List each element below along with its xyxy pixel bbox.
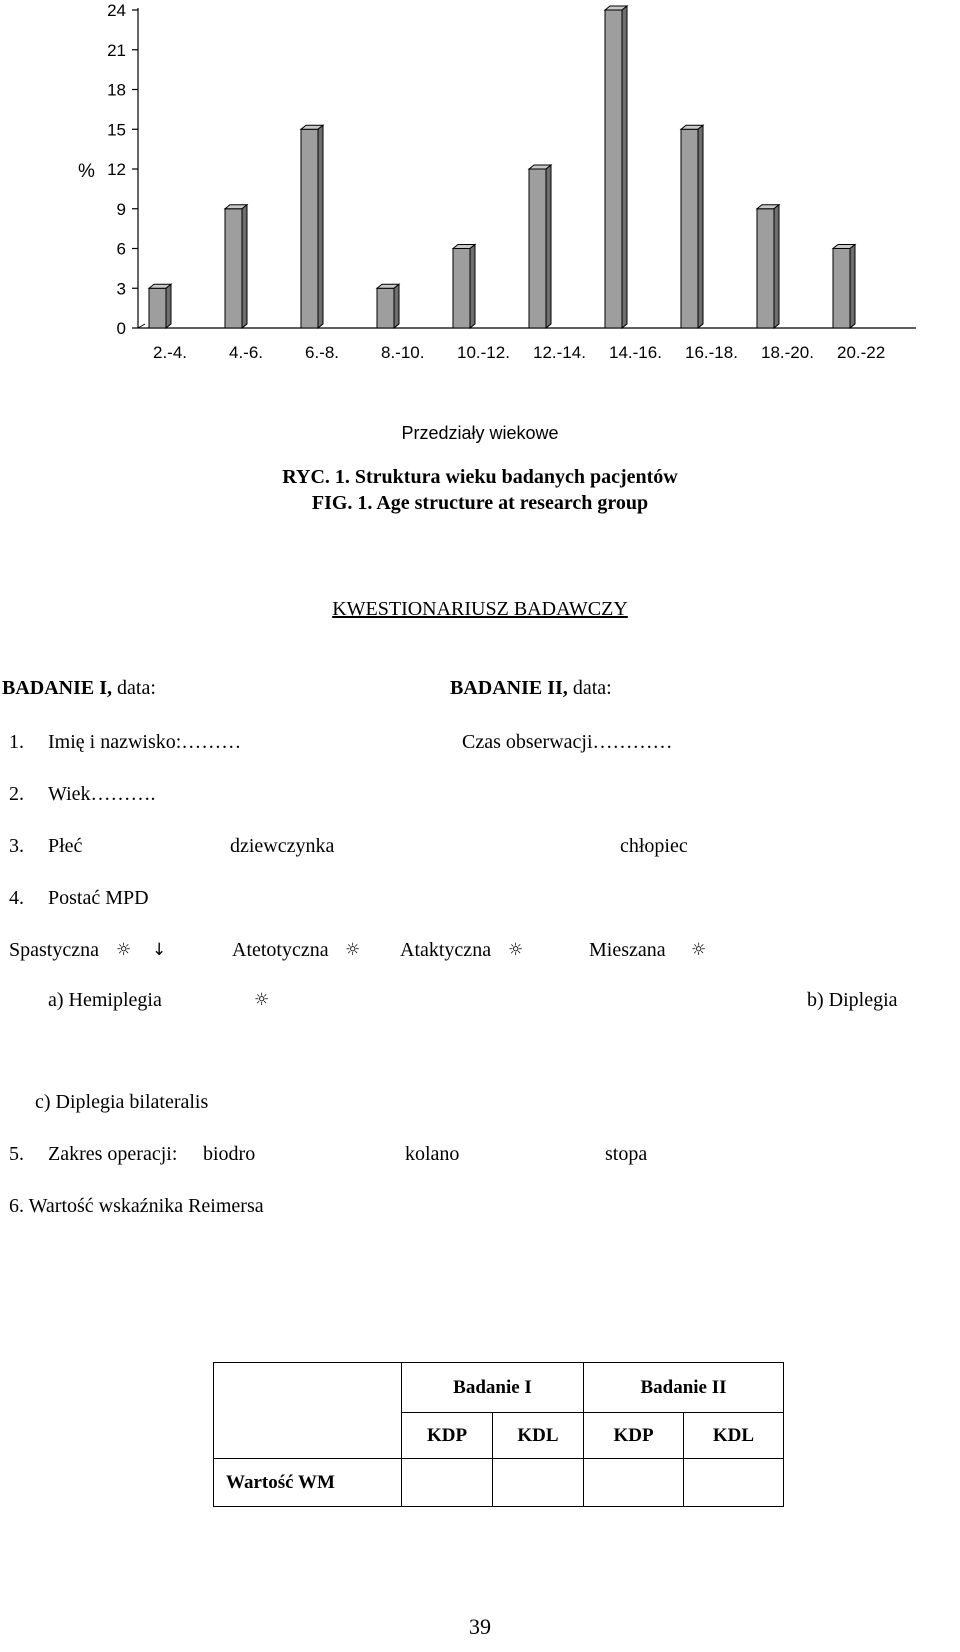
- bar: [149, 288, 166, 328]
- col-kdp-2: KDP: [584, 1413, 684, 1459]
- sun-icon: ☼: [345, 940, 361, 960]
- option-spastic: Spastyczna: [9, 939, 99, 961]
- questionnaire-title: KWESTIONARIUSZ BADAWCZY: [332, 598, 628, 620]
- bar-side-face: [698, 125, 703, 328]
- header-exam-1: Badanie I: [402, 1363, 584, 1413]
- option-ataxic: Ataktyczna: [400, 939, 492, 961]
- exam-1-label: BADANIE I,: [2, 677, 113, 699]
- cell-kdp-1: [402, 1459, 493, 1507]
- option-girl: dziewczynka: [230, 835, 335, 857]
- bar: [757, 209, 774, 328]
- cell-kdp-2: [584, 1459, 684, 1507]
- cell-kdl-2: [684, 1459, 784, 1507]
- row-label-wm: Wartość WM: [214, 1459, 402, 1507]
- exam-2-date: data:: [567, 677, 612, 699]
- x-tick-label: 10.-12.: [457, 343, 510, 362]
- x-axis-title: Przedziały wiekowe: [401, 423, 559, 443]
- bar: [605, 10, 622, 328]
- option-hemiplegia: a) Hemiplegia: [48, 989, 162, 1011]
- exam-2-label: BADANIE II,: [450, 677, 568, 699]
- x-tick-label: 8.-10.: [381, 343, 425, 362]
- q6-reimers-label: 6. Wartość wskaźnika Reimersa: [9, 1195, 264, 1217]
- x-tick-label: 20.-22: [837, 343, 886, 362]
- q2-number: 2.: [9, 783, 24, 805]
- col-kdp-1: KDP: [402, 1413, 493, 1459]
- bar-side-face: [394, 284, 399, 328]
- x-tick-label: 12.-14.: [533, 343, 586, 362]
- q5-number: 5.: [9, 1143, 24, 1165]
- x-tick-label: 2.-4.: [153, 343, 188, 362]
- option-diplegia: b) Diplegia: [807, 989, 898, 1011]
- age-structure-chart: [0, 0, 960, 460]
- x-tick-label: 14.-16.: [609, 343, 662, 362]
- page-number: 39: [469, 1614, 491, 1639]
- y-tick-label: 12: [107, 160, 126, 179]
- col-kdl-2: KDL: [684, 1413, 784, 1459]
- bar: [529, 169, 546, 328]
- observation-time-field: Czas obserwacji…………: [462, 731, 673, 753]
- bar-side-face: [242, 205, 247, 328]
- bar: [225, 209, 242, 328]
- bar-side-face: [318, 125, 323, 328]
- bar: [453, 249, 470, 329]
- bar-side-face: [622, 6, 627, 328]
- x-tick-label: 18.-20.: [761, 343, 814, 362]
- q2-age-field: Wiek……….: [48, 783, 156, 805]
- exam-2-header: [450, 676, 612, 700]
- sun-icon: ☼: [254, 990, 270, 1010]
- option-athetoid: Atetotyczna: [232, 939, 329, 961]
- reimers-table: [213, 1362, 784, 1507]
- bar: [377, 288, 394, 328]
- exam-1-header: [2, 676, 156, 700]
- x-tick-label: 4.-6.: [229, 343, 264, 362]
- arrow-down-icon: ↓: [152, 940, 167, 960]
- bar-side-face: [850, 245, 855, 329]
- caption-en: FIG. 1. Age structure at research group: [311, 492, 649, 514]
- bar-side-face: [166, 284, 171, 328]
- bar-side-face: [470, 245, 475, 329]
- y-tick-label: 21: [107, 40, 126, 60]
- q4-cp-form-label: Postać MPD: [48, 887, 149, 909]
- y-tick-label: 3: [116, 279, 126, 299]
- exam-1-date: data:: [112, 677, 156, 699]
- option-diplegia-bilateralis: c) Diplegia bilateralis: [35, 1091, 209, 1113]
- q1-name-field: Imię i nazwisko:………: [48, 731, 242, 753]
- option-hip: biodro: [203, 1143, 256, 1165]
- y-tick-label: 0: [116, 319, 126, 338]
- q1-number: 1.: [9, 731, 24, 753]
- y-tick-label: 9: [116, 199, 126, 219]
- q3-sex-label: Płeć: [48, 835, 83, 857]
- bar-side-face: [774, 205, 779, 328]
- cell-kdl-1: [493, 1459, 584, 1507]
- y-tick-label: 15: [107, 120, 126, 140]
- sun-icon: ☼: [691, 940, 707, 960]
- bar: [681, 129, 698, 328]
- y-tick-label: 18: [107, 80, 126, 100]
- sun-icon: ☼: [116, 940, 132, 960]
- option-foot: stopa: [605, 1143, 648, 1165]
- option-boy: chłopiec: [620, 835, 688, 857]
- q5-surgery-label: Zakres operacji:: [48, 1143, 178, 1165]
- row-header-spacer: [214, 1363, 402, 1459]
- bar: [833, 249, 850, 329]
- bar: [301, 129, 318, 328]
- bar-side-face: [546, 165, 551, 328]
- y-axis-label: %: [78, 161, 95, 182]
- q3-number: 3.: [9, 835, 24, 857]
- sun-icon: ☼: [508, 940, 524, 960]
- x-tick-label: 6.-8.: [305, 343, 340, 362]
- caption-pl: RYC. 1. Struktura wieku badanych pacjentów: [282, 466, 678, 488]
- option-knee: kolano: [405, 1143, 460, 1165]
- option-mixed: Mieszana: [589, 939, 666, 961]
- y-tick-label: 24: [107, 1, 126, 20]
- q4-number: 4.: [9, 887, 24, 909]
- col-kdl-1: KDL: [493, 1413, 584, 1459]
- header-exam-2: Badanie II: [584, 1363, 784, 1413]
- x-tick-label: 16.-18.: [685, 343, 738, 362]
- y-tick-label: 6: [116, 239, 126, 259]
